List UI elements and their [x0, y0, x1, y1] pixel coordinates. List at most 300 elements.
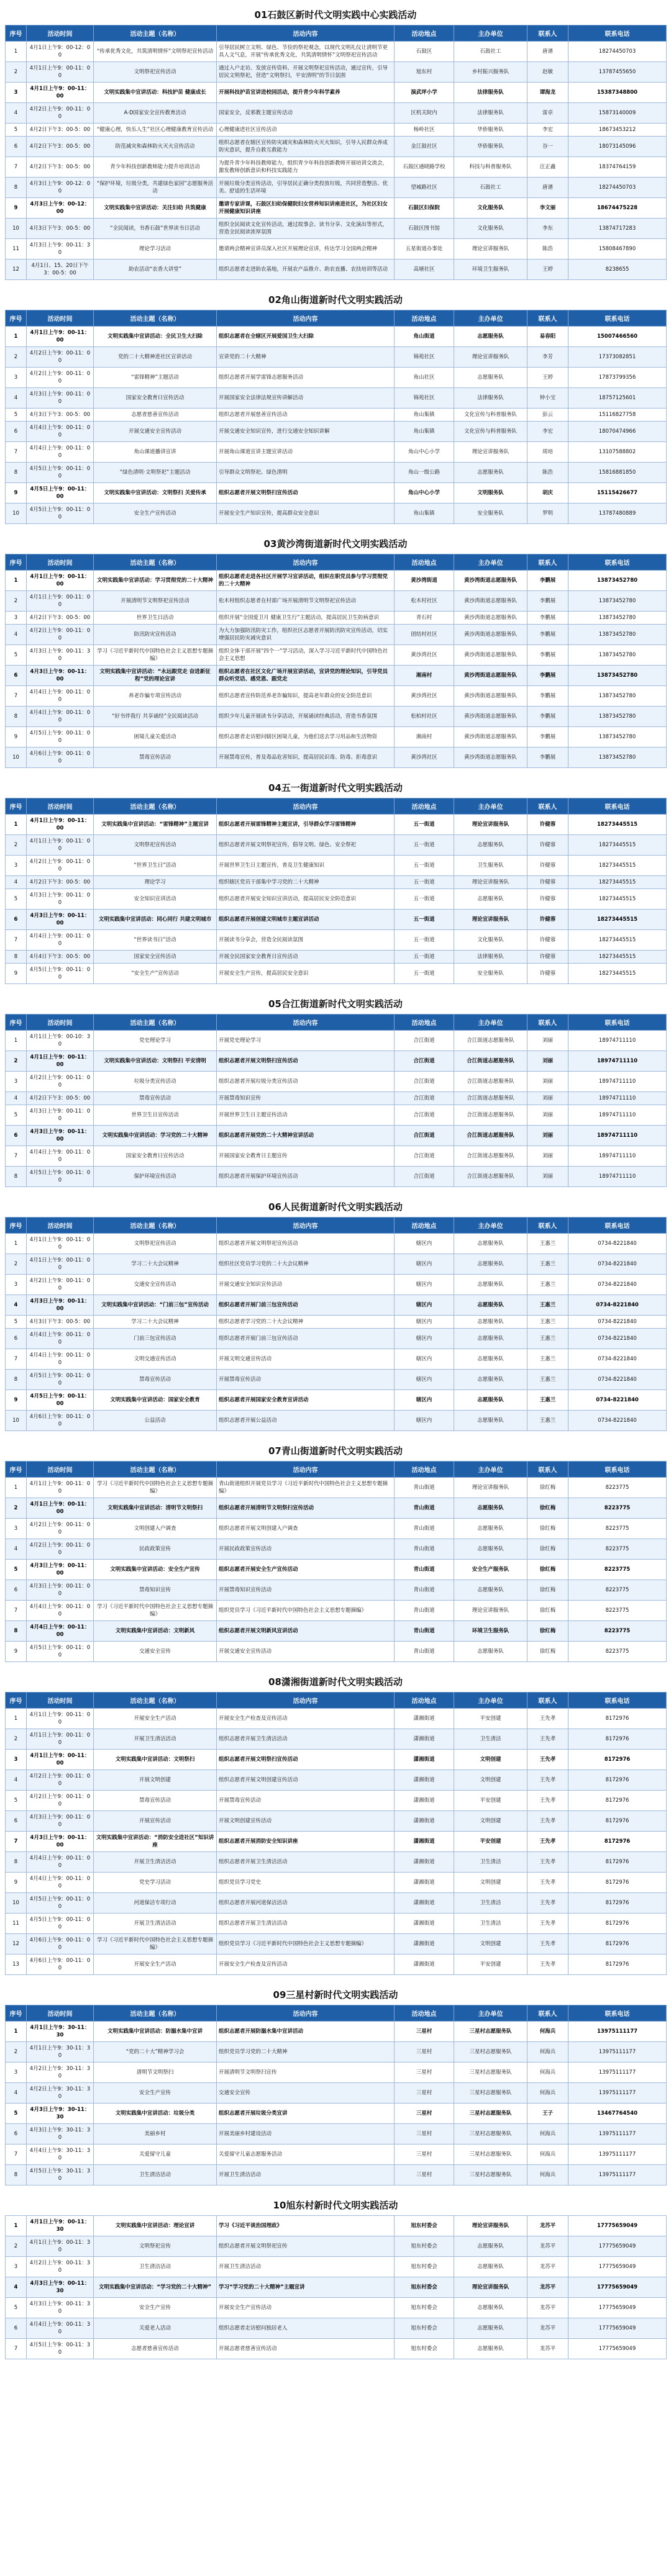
column-header-row-number: 序号 [6, 798, 27, 815]
table-row [6, 1601, 667, 1621]
contact-person: 汪正鑫 [527, 157, 568, 178]
column-header-contact-phone: 联系电话 [568, 798, 667, 815]
table-row [6, 2318, 667, 2339]
organizer: 合江街道志愿服务队 [454, 1051, 527, 1072]
contact-person: 刘丽 [527, 1146, 568, 1167]
activity-content: 开展安全生产检查及宣传活动 [217, 1709, 395, 1729]
row-number: 8 [6, 951, 27, 964]
activity-content: 开展安全生产宣传，提高居民安全意识 [217, 964, 395, 984]
contact-person: 胡庆 [527, 483, 568, 504]
row-number: 4 [6, 103, 27, 124]
contact-phone: 18974711110 [568, 1072, 667, 1092]
section [5, 289, 666, 524]
activity-place: 合江街道 [395, 1146, 454, 1167]
column-header-contact-person: 联系人 [527, 1462, 568, 1478]
column-header-row-number: 序号 [6, 1015, 27, 1031]
table-header-row [6, 1218, 667, 1234]
activity-time: 4月1日上午9：00-11：30 [27, 2216, 94, 2236]
table-header-row [6, 2005, 667, 2022]
row-number: 7 [6, 1832, 27, 1852]
table-row [6, 198, 667, 219]
activity-content: 组织志愿者开展公益活动 [217, 1411, 395, 1431]
row-number: 10 [6, 1411, 27, 1431]
organizer: 文明服务队 [454, 483, 527, 504]
row-number: 10 [6, 219, 27, 239]
activity-place: 潇湘街道 [395, 1934, 454, 1955]
row-number: 3 [6, 1072, 27, 1092]
contact-person: 何海兵 [527, 2022, 568, 2042]
activity-time: 4月5日上午9：00-11：00 [27, 463, 94, 483]
activity-time: 4月3日上午9：30-11：30 [27, 2104, 94, 2124]
column-header-activity-theme: 活动主题（名称） [94, 1462, 217, 1478]
activity-time: 4月3日上午9：00-11：00 [27, 1126, 94, 1146]
contact-person: 刘丽 [527, 1092, 568, 1105]
activity-place: 高塘社区 [395, 260, 454, 280]
activity-place: 杨岭社区 [395, 124, 454, 137]
activity-time: 4月5日上午9：00-11：00 [27, 727, 94, 748]
activity-time: 4月4日上午9：00-11：00 [27, 1621, 94, 1642]
contact-phone: 13873452780 [568, 625, 667, 645]
activity-theme: 防汛防灾宣传活动 [94, 625, 217, 645]
table-row [6, 1914, 667, 1934]
activity-theme: “世界读书日”活动 [94, 930, 217, 951]
activity-time: 4月3日上午9：00-11：00 [27, 1832, 94, 1852]
activity-content: 开展民政政策宣传活动 [217, 1539, 395, 1560]
activity-time: 4月2日上午9：00-11：00 [27, 103, 94, 124]
contact-phone: 18273445515 [568, 835, 667, 856]
activity-time: 4月5日上午9：00-11：00 [27, 1390, 94, 1411]
organizer: 文明创建 [454, 1873, 527, 1893]
section-title: 04五一街道新时代文明实践活动 [268, 782, 403, 793]
column-header-organizer: 主办单位 [454, 1692, 527, 1709]
activity-theme: 学习二十大会议精神 [94, 1254, 217, 1275]
row-number: 5 [6, 889, 27, 910]
organizer: 平安创建 [454, 1709, 527, 1729]
activity-place: 旭东村委会 [395, 2318, 454, 2339]
column-header-activity-content: 活动内容 [217, 1692, 395, 1709]
activity-theme: 文明实践集中宣讲活动：文明祭扫 关爱传承 [94, 483, 217, 504]
contact-person: 许健蓉 [527, 889, 568, 910]
organizer: 黄沙湾街道志愿服务队 [454, 612, 527, 625]
table-row [6, 1478, 667, 1498]
row-number: 3 [6, 368, 27, 388]
organizer: 志愿服务队 [454, 1295, 527, 1316]
activity-theme: 开展卫生清洁活动 [94, 1914, 217, 1934]
contact-person: 王惠兰 [527, 1411, 568, 1431]
organizer: 文明创建 [454, 1750, 527, 1770]
activity-place: 合江街道 [395, 1092, 454, 1105]
activity-table [5, 1014, 667, 1187]
contact-person: 李鹏展 [527, 571, 568, 591]
table-header-row [6, 1692, 667, 1709]
table-row [6, 645, 667, 666]
column-header-activity-content: 活动内容 [217, 310, 395, 327]
contact-person: 何海兵 [527, 2165, 568, 2185]
contact-phone: 18273445515 [568, 930, 667, 951]
table-row [6, 1105, 667, 1126]
activity-place: 旭东村委会 [395, 2298, 454, 2318]
contact-phone: 0734-8221840 [568, 1329, 667, 1349]
row-number: 5 [6, 2298, 27, 2318]
activity-time: 4月1日上午9：00-11：00 [27, 1478, 94, 1498]
activity-content: 心理健康进社区宣传活动 [217, 124, 395, 137]
activity-content: 组织志愿者开展文明创建入户调查 [217, 1519, 395, 1539]
table-row [6, 1498, 667, 1519]
column-header-activity-content: 活动内容 [217, 1462, 395, 1478]
activity-place: 松柏村社区 [395, 707, 454, 727]
row-number: 11 [6, 1914, 27, 1934]
organizer: 志愿服务队 [454, 1316, 527, 1329]
contact-phone: 8172976 [568, 1955, 667, 1975]
row-number: 5 [6, 1560, 27, 1580]
activity-place: 角山集镇 [395, 504, 454, 524]
activity-theme: 禁毒宣传活动 [94, 748, 217, 768]
activity-table [5, 798, 667, 984]
organizer: 理论宣讲服务队 [454, 1601, 527, 1621]
table-row [6, 2165, 667, 2185]
activity-content: 开展世界卫生日主题宣传，普及卫生健康知识 [217, 856, 395, 876]
row-number: 11 [6, 239, 27, 260]
row-number: 9 [6, 483, 27, 504]
activity-time: 4月3日上午9：00-11：00 [27, 1811, 94, 1832]
column-header-activity-content: 活动内容 [217, 1218, 395, 1234]
activity-theme: 美丽乡村 [94, 2124, 217, 2144]
contact-phone: 18974711110 [568, 1092, 667, 1105]
activity-theme: 防范减灾和森林防火灭火宣传活动 [94, 137, 217, 157]
organizer: 三星村志愿服务队 [454, 2063, 527, 2083]
column-header-activity-content: 活动内容 [217, 798, 395, 815]
table-row [6, 1254, 667, 1275]
column-header-contact-person: 联系人 [527, 798, 568, 815]
row-number: 4 [6, 1770, 27, 1791]
activity-content: 开展安全生产宣传活动 [217, 2298, 395, 2318]
contact-person: 李鹏展 [527, 686, 568, 707]
activity-content: 开展安全生产检查及宣传活动 [217, 1955, 395, 1975]
organizer: 平安创建 [454, 1955, 527, 1975]
table-row [6, 1729, 667, 1750]
activity-theme: 文明实践集中宣讲活动：防溺水集中宣讲 [94, 2022, 217, 2042]
table-row [6, 442, 667, 463]
activity-time: 4月1日上午9：00-11：00 [27, 1709, 94, 1729]
activity-place: 青山街道 [395, 1642, 454, 1662]
organizer: 安全服务队 [454, 964, 527, 984]
row-number: 8 [6, 178, 27, 198]
table-row [6, 1349, 667, 1370]
activity-theme: 学习《习近平新时代中国特色社会主义思想专题摘编》 [94, 1478, 217, 1498]
activity-theme: 民政政策宣传 [94, 1539, 217, 1560]
activity-content: 组织志愿者开展文明祭扫宣传活动 [217, 1750, 395, 1770]
activity-theme: “绿色清明·文明祭祀”主题活动 [94, 463, 217, 483]
contact-person: 王惠兰 [527, 1316, 568, 1329]
activity-place: 合江街道 [395, 1031, 454, 1051]
activity-time: 4月5日上午9：00-11：00 [27, 1167, 94, 1187]
activity-place: 旭东村 [395, 62, 454, 83]
contact-person: 周培 [527, 442, 568, 463]
activity-theme: 文明祭祀宣传 [94, 2236, 217, 2257]
organizer: 黄沙湾街道志愿服务队 [454, 625, 527, 645]
row-number: 8 [6, 1167, 27, 1187]
row-number: 8 [6, 1852, 27, 1873]
activity-time: 4月3日上午9：00-11：00 [27, 1580, 94, 1601]
contact-phone: 18274450703 [568, 178, 667, 198]
activity-place: 潇湘街道 [395, 1770, 454, 1791]
activity-time: 4月3日下午3：00-5：00 [27, 219, 94, 239]
column-header-contact-person: 联系人 [527, 1218, 568, 1234]
contact-phone: 18674475228 [568, 198, 667, 219]
activity-content: 开展清明节文明祭扫宣传 [217, 2063, 395, 2083]
activity-theme: 国家安全宣传活动 [94, 951, 217, 964]
activity-content: 组织志愿者在社区文化广场开展宣讲活动，宣讲党的理论知识，引导党员群众听党话、感党恩、跟党走 [217, 666, 395, 686]
contact-person: 王惠兰 [527, 1254, 568, 1275]
contact-person: 李鹏展 [527, 591, 568, 612]
contact-person: 徐红梅 [527, 1580, 568, 1601]
row-number: 4 [6, 388, 27, 409]
activity-time: 4月4日上午9：30-11：30 [27, 2144, 94, 2165]
activity-place: 合江街道 [395, 1105, 454, 1126]
contact-phone: 13975111177 [568, 2124, 667, 2144]
organizer: 志愿服务队 [454, 327, 527, 347]
activity-theme: 安全生产宣传 [94, 2298, 217, 2318]
activity-content: 引导群众文明祭祀、绿色清明 [217, 463, 395, 483]
activity-theme: 文明实践集中宣讲活动：文明祭扫 平安清明 [94, 1051, 217, 1072]
table-row [6, 42, 667, 62]
contact-person: 王婷 [527, 260, 568, 280]
row-number: 1 [6, 571, 27, 591]
section-title: 02角山街道新时代文明实践活动 [268, 294, 403, 305]
activity-time: 4月2日下午3：00-5：00 [27, 612, 94, 625]
organizer: 志愿服务队 [454, 1329, 527, 1349]
activity-place: 五一街道 [395, 815, 454, 835]
activity-content: 组织志愿者在全辖区开展爱国卫生大扫除 [217, 327, 395, 347]
column-header-organizer: 主办单位 [454, 310, 527, 327]
activity-place: 黄沙湾社区 [395, 748, 454, 768]
organizer: 志愿服务队 [454, 1275, 527, 1295]
activity-time: 4月2日上午9：30-11：30 [27, 2063, 94, 2083]
organizer: 黄沙湾街道志愿服务队 [454, 591, 527, 612]
row-number: 6 [6, 1811, 27, 1832]
row-number: 2 [6, 835, 27, 856]
contact-phone: 15387348800 [568, 83, 667, 103]
organizer: 法律服务队 [454, 103, 527, 124]
activity-place: 旭东村委会 [395, 2339, 454, 2359]
table-row [6, 889, 667, 910]
contact-phone: 8172976 [568, 1770, 667, 1791]
contact-person: 许健蓉 [527, 856, 568, 876]
activity-place: 团结村社区 [395, 625, 454, 645]
activity-time: 4月2日上午9：00-11：00 [27, 1770, 94, 1791]
row-number: 5 [6, 2104, 27, 2124]
activity-place: 潇湘街道 [395, 1893, 454, 1914]
contact-person: 唐谱 [527, 42, 568, 62]
table-row [6, 1031, 667, 1051]
section [5, 533, 666, 768]
activity-theme: 文明实践集中宣讲活动：文明祭扫 [94, 1750, 217, 1770]
contact-person: 龙苏平 [527, 2236, 568, 2257]
activity-theme: 文明实践集中宣讲活动：“永远跟党走 奋进新征程”党的理论宣讲 [94, 666, 217, 686]
contact-phone: 8223775 [568, 1642, 667, 1662]
activity-content: 开展文明创建宣传活动 [217, 1811, 395, 1832]
activity-theme: 文明实践集中宣讲活动：“消防安全进社区”知识讲座 [94, 1832, 217, 1852]
contact-person: 许健蓉 [527, 815, 568, 835]
organizer: 法律服务队 [454, 388, 527, 409]
column-header-contact-phone: 联系电话 [568, 1692, 667, 1709]
table-row [6, 137, 667, 157]
row-number: 3 [6, 1750, 27, 1770]
row-number: 5 [6, 1316, 27, 1329]
activity-content: 组织志愿者走进各社区开展学习宣讲活动，组织在职党员参与学习贯彻党的二十大精神 [217, 571, 395, 591]
activity-time: 4月1日上午9：30-11：30 [27, 2042, 94, 2063]
activity-time: 4月5日上午9：00-11：00 [27, 504, 94, 524]
organizer: 文明创建 [454, 1934, 527, 1955]
table-row [6, 1092, 667, 1105]
organizer: 理论宣讲服务队 [454, 910, 527, 930]
organizer: 三星村志愿服务队 [454, 2083, 527, 2104]
table-row [6, 1316, 667, 1329]
activity-time: 4月4日上午9：00-11：00 [27, 686, 94, 707]
activity-time: 4月1日上午9：00-11：00 [27, 1498, 94, 1519]
column-header-activity-time: 活动时间 [27, 310, 94, 327]
column-header-activity-theme: 活动主题（名称） [94, 310, 217, 327]
table-row [6, 1560, 667, 1580]
row-number: 9 [6, 964, 27, 984]
contact-person: 徐红梅 [527, 1601, 568, 1621]
activity-theme: 困境儿童关爱活动 [94, 727, 217, 748]
activity-place: 潇湘街道 [395, 1709, 454, 1729]
activity-time: 4月2日上午9：00-11：00 [27, 368, 94, 388]
activity-content: 开展禁毒宣传活动 [217, 1370, 395, 1390]
activity-time: 4月5日上午9：00-11：30 [27, 2339, 94, 2359]
table-row [6, 2298, 667, 2318]
contact-phone: 18273445515 [568, 889, 667, 910]
organizer: 理论宣讲服务队 [454, 239, 527, 260]
activity-theme: 保护环境宣传活动 [94, 1167, 217, 1187]
column-header-organizer: 主办单位 [454, 25, 527, 42]
activity-content: 青山街道组织开展党员学习《习近平新时代中国特色社会主义思想专题摘编》 [217, 1478, 395, 1498]
organizer: 志愿服务队 [454, 835, 527, 856]
activity-content: 学习《习近平谈治国理政》 [217, 2216, 395, 2236]
activity-time: 4月2日下午3：00-5：00 [27, 157, 94, 178]
activity-table [5, 2215, 667, 2359]
contact-person: 罗明 [527, 504, 568, 524]
table-row [6, 1370, 667, 1390]
contact-person: 王先孝 [527, 1750, 568, 1770]
section-title: 03黄沙湾街道新时代文明实践活动 [263, 538, 408, 549]
contact-phone: 13873452780 [568, 666, 667, 686]
activity-place: 旭东村委会 [395, 2236, 454, 2257]
organizer: 卫生清洁 [454, 1893, 527, 1914]
column-header-activity-time: 活动时间 [27, 1692, 94, 1709]
organizer: 黄沙湾街道志愿服务队 [454, 707, 527, 727]
activity-theme: 禁毒宣传活动 [94, 1092, 217, 1105]
activity-content: 开展交通安全知识宣传，进行交通安全知识讲解 [217, 422, 395, 442]
contact-phone: 8223775 [568, 1498, 667, 1519]
activity-time: 4月3日上午9：00-11：30 [27, 2298, 94, 2318]
contact-person: 许健蓉 [527, 835, 568, 856]
activity-theme: 开展宣传活动 [94, 1811, 217, 1832]
activity-time: 4月2日上午9：00-11：30 [27, 2257, 94, 2277]
activity-time: 4月1日上午9：00-11：00 [27, 571, 94, 591]
column-header-activity-place: 活动地点 [395, 1218, 454, 1234]
column-header-activity-content: 活动内容 [217, 1015, 395, 1031]
organizer: 乡村振兴服务队 [454, 62, 527, 83]
activity-time: 4月2日上午9：00-11：00 [27, 1519, 94, 1539]
table-row [6, 483, 667, 504]
contact-person: 许健蓉 [527, 951, 568, 964]
contact-person: 易春阳 [527, 327, 568, 347]
activity-theme: 文明实践集中宣讲活动：“学习党的二十大精神” [94, 2277, 217, 2298]
column-header-organizer: 主办单位 [454, 554, 527, 571]
activity-time: 4月3日上午9：30-11：30 [27, 2124, 94, 2144]
activity-content: 组织开展“全国爱卫月 健康卫生行”主题活动，提高居民卫生防病意识 [217, 612, 395, 625]
activity-theme: 卫生清洁活动 [94, 2257, 217, 2277]
contact-phone: 8223775 [568, 1560, 667, 1580]
activity-place: 角山中心小学 [395, 483, 454, 504]
organizer: 安全生产服务队 [454, 1560, 527, 1580]
activity-place: 潇湘街道 [395, 1873, 454, 1893]
section-title: 06人民街道新时代文明实践活动 [268, 1201, 403, 1213]
activity-time: 4月3日上午9：00-11：30 [27, 239, 94, 260]
activity-theme: 国家安全教育日宣传活动 [94, 1146, 217, 1167]
contact-person: 许健蓉 [527, 910, 568, 930]
row-number: 4 [6, 625, 27, 645]
organizer: 文化服务队 [454, 219, 527, 239]
activity-theme: 养老诈骗专项宣传活动 [94, 686, 217, 707]
row-number: 3 [6, 1519, 27, 1539]
activity-theme: “全民阅读，书香石鼓”世界读书日活动 [94, 219, 217, 239]
organizer: 理论宣讲服务队 [454, 347, 527, 368]
table-row [6, 930, 667, 951]
row-number: 13 [6, 1955, 27, 1975]
activity-place: 青山街道 [395, 1621, 454, 1642]
contact-person: 王先孝 [527, 1893, 568, 1914]
activity-time: 4月3日下午3：00-5：00 [27, 1316, 94, 1329]
column-header-organizer: 主办单位 [454, 798, 527, 815]
row-number: 1 [6, 1478, 27, 1498]
table-row [6, 1621, 667, 1642]
row-number: 5 [6, 1791, 27, 1811]
activity-place: 五一街道 [395, 876, 454, 889]
organizer: 合江街道志愿服务队 [454, 1072, 527, 1092]
activity-theme: 党史理论学习 [94, 1031, 217, 1051]
row-number: 7 [6, 930, 27, 951]
table-header-row [6, 1015, 667, 1031]
activity-theme: 开展文明创建 [94, 1770, 217, 1791]
contact-phone: 8172976 [568, 1729, 667, 1750]
activity-place: 五一街道 [395, 951, 454, 964]
row-number: 1 [6, 1234, 27, 1254]
table-row [6, 463, 667, 483]
activity-time: 4月1日上午9：00-11：00 [27, 83, 94, 103]
activity-content: 组织志愿者开展垃圾分类宣讲 [217, 2104, 395, 2124]
contact-phone: 8223775 [568, 1580, 667, 1601]
organizer: 志愿服务队 [454, 2318, 527, 2339]
table-header-row [6, 1462, 667, 1478]
activity-place: 辖区内 [395, 1329, 454, 1349]
column-header-activity-theme: 活动主题（名称） [94, 1218, 217, 1234]
organizer: 文化服务队 [454, 930, 527, 951]
activity-content: 组织志愿者开展门前三包宣传活动 [217, 1329, 395, 1349]
activity-content: 组织志愿者开展文明祭祀宣传，倡导文明、绿色、安全祭祀 [217, 835, 395, 856]
column-header-contact-phone: 联系电话 [568, 310, 667, 327]
activity-place: 五一街道 [395, 930, 454, 951]
organizer: 卫生清洁 [454, 1852, 527, 1873]
table-row [6, 1955, 667, 1975]
organizer: 黄沙湾街道志愿服务队 [454, 686, 527, 707]
activity-place: 黄沙湾街道 [395, 571, 454, 591]
activity-time: 4月2日上午9：00-11：00 [27, 1072, 94, 1092]
activity-time: 4月3日下午3：00-5：00 [27, 409, 94, 422]
organizer: 法律服务队 [454, 83, 527, 103]
